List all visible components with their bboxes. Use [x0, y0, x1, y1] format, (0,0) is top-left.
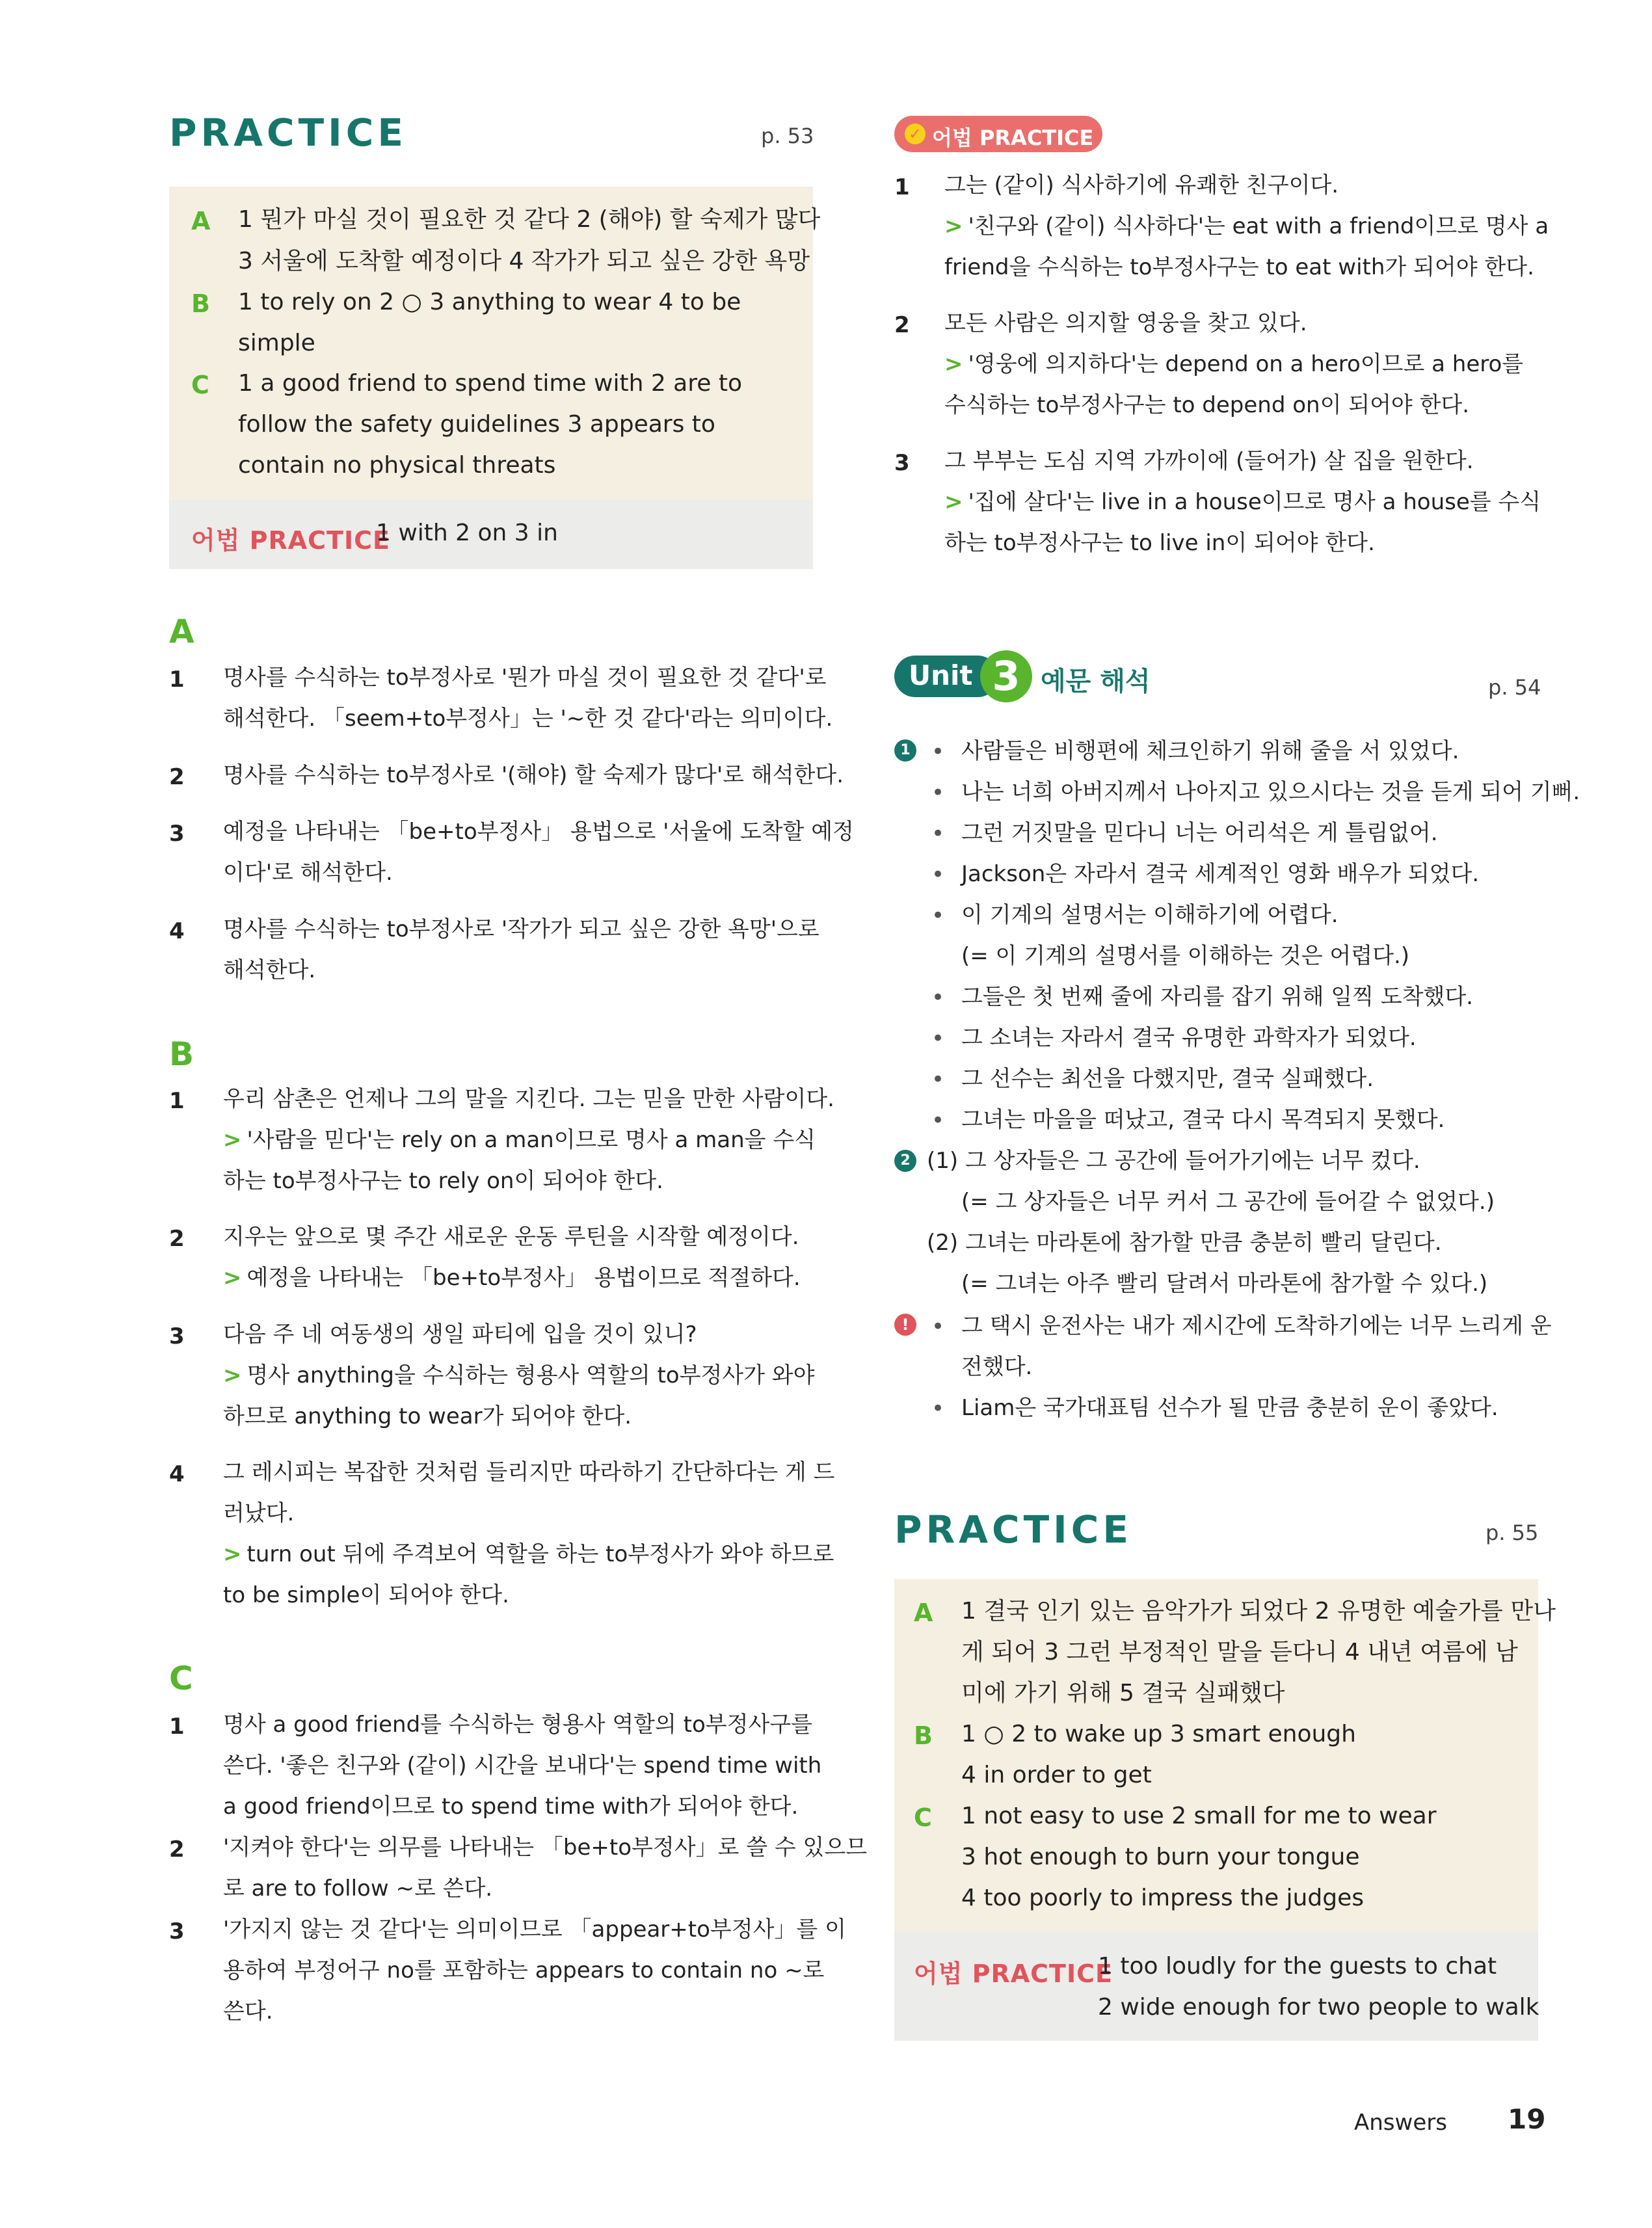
- answer-letter-a: A: [914, 1598, 933, 1627]
- item-number: 1: [169, 1714, 185, 1740]
- item-text: 로 are to follow ~로 쓴다.: [223, 1876, 493, 1902]
- bullet: •: [931, 985, 945, 1011]
- item-number: 3: [169, 821, 185, 847]
- item-explanation: > '사람을 믿다'는 rely on a man이므로 명사 a man을 수식: [223, 1127, 816, 1153]
- item-explanation: > '친구와 (같이) 식사하다'는 eat with a friend이므로 명사 a: [944, 213, 1549, 239]
- answer-letter-c: C: [914, 1803, 932, 1832]
- item-text: 러났다.: [223, 1500, 295, 1526]
- example-line: 그런 거짓말을 믿다니 너는 어리석은 게 틀림없어.: [961, 820, 1438, 846]
- item-text: 우리 삼촌은 언제나 그의 말을 지킨다. 그는 믿을 만한 사람이다.: [223, 1086, 834, 1112]
- page-ref-55: p. 55: [1485, 1520, 1539, 1545]
- example-line: 나는 너희 아버지께서 나아지고 있으시다는 것을 듣게 되어 기뻐.: [961, 779, 1580, 805]
- bullet: •: [931, 821, 945, 847]
- bullet: •: [931, 862, 945, 888]
- item-text: 하므로 anything to wear가 되어야 한다.: [223, 1403, 632, 1429]
- item-explanation: > 명사 anything을 수식하는 형용사 역할의 to부정사가 와야: [223, 1362, 815, 1388]
- example-line: 전했다.: [961, 1354, 1033, 1380]
- example-line: 그 택시 운전사는 내가 제시간에 도착하기에는 너무 느리게 운: [961, 1313, 1552, 1339]
- example-line: 그 소녀는 자라서 결국 유명한 과학자가 되었다.: [961, 1025, 1417, 1051]
- item-text: 명사를 수식하는 to부정사로 '작가가 되고 싶은 강한 욕망'으로: [223, 916, 819, 942]
- answer-line: 3 hot enough to burn your tongue: [961, 1844, 1360, 1870]
- group-2-badge: 2: [894, 1150, 916, 1172]
- unit-title: 예문 해석: [1041, 667, 1151, 696]
- example-line: 사람들은 비행편에 체크인하기 위해 줄을 서 있었다.: [961, 738, 1459, 764]
- page-number: 19: [1508, 2103, 1546, 2135]
- answer-line: contain no physical threats: [238, 452, 556, 479]
- item-number: 3: [169, 1323, 185, 1349]
- item-text: 하는 to부정사구는 to live in이 되어야 한다.: [944, 530, 1375, 556]
- item-text: 명사를 수식하는 to부정사로 '(해야) 할 숙제가 많다'로 해석한다.: [223, 762, 844, 788]
- practice-title-left: PRACTICE: [169, 111, 407, 155]
- item-number: 2: [169, 764, 185, 790]
- arrow-icon: >: [223, 1127, 242, 1153]
- bullet: •: [931, 780, 945, 806]
- item-number: 2: [169, 1837, 185, 1863]
- bullet: •: [931, 903, 945, 929]
- example-line: Jackson은 자라서 결국 세계적인 영화 배우가 되었다.: [961, 861, 1480, 887]
- item-number: 4: [169, 918, 185, 944]
- item-text: 모든 사람은 의지할 영웅을 찾고 있다.: [944, 310, 1307, 336]
- item-number: 2: [169, 1226, 185, 1252]
- item-text: 그 레시피는 복잡한 것처럼 들리지만 따라하기 간단하다는 게 드: [223, 1459, 835, 1485]
- item-text: 해석한다.: [223, 957, 316, 983]
- item-text: '가지지 않는 것 같다'는 의미이므로 「appear+to부정사」를 이: [223, 1916, 846, 1943]
- answer-line: 4 too poorly to impress the judges: [961, 1885, 1364, 1911]
- grammar-practice-label: 어법 PRACTICE: [914, 1959, 1113, 1988]
- item-text: 예정을 나타내는 「be+to부정사」 용법으로 '서울에 도착할 예정: [223, 819, 854, 845]
- example-line: (= 이 기계의 설명서를 이해하는 것은 어렵다.): [961, 943, 1410, 969]
- unit-pill: Unit: [894, 656, 998, 697]
- answer-line: 1 a good friend to spend time with 2 are to: [238, 370, 742, 397]
- item-text: 그는 (같이) 식사하기에 유쾌한 친구이다.: [944, 172, 1339, 198]
- badge-label: 어법 PRACTICE: [932, 126, 1094, 150]
- example-line: (= 그녀는 아주 빨리 달려서 마라톤에 참가할 수 있다.): [961, 1271, 1488, 1297]
- example-line: (= 그 상자들은 너무 커서 그 공간에 들어갈 수 없었다.): [961, 1189, 1495, 1215]
- item-number: 2: [894, 312, 910, 338]
- item-text: to be simple이 되어야 한다.: [223, 1582, 509, 1608]
- answer-line: 3 서울에 도착할 예정이다 4 작가가 되고 싶은 강한 욕망: [238, 248, 810, 274]
- grammar-answers: 1 with 2 on 3 in: [376, 520, 558, 546]
- answer-line: 1 뭔가 마실 것이 필요한 것 같다 2 (해야) 할 숙제가 많다: [238, 206, 821, 233]
- item-number: 1: [169, 667, 185, 693]
- section-letter-c: C: [169, 1660, 193, 1697]
- answer-line: 1 ○ 2 to wake up 3 smart enough: [961, 1721, 1356, 1747]
- grammar-answer-line: 2 wide enough for two people to walk: [1098, 1994, 1539, 2021]
- practice-title-right: PRACTICE: [894, 1507, 1132, 1552]
- unit-number: 3: [980, 650, 1032, 702]
- example-line: 그녀는 마을을 떠났고, 결국 다시 목격되지 못했다.: [961, 1107, 1445, 1133]
- item-explanation: > 예정을 나타내는 「be+to부정사」 용법이므로 적절하다.: [223, 1265, 801, 1291]
- arrow-icon: >: [223, 1541, 242, 1567]
- bullet: •: [931, 1396, 945, 1422]
- arrow-icon: >: [944, 489, 963, 515]
- section-letter-a: A: [169, 613, 194, 650]
- footer-label: Answers: [1354, 2110, 1447, 2136]
- item-number: 3: [894, 450, 910, 476]
- item-text: 쓴다.: [223, 1998, 273, 2024]
- answer-line: follow the safety guidelines 3 appears to: [238, 411, 715, 438]
- answer-line: simple: [238, 330, 315, 356]
- answer-letter-c: C: [191, 371, 209, 399]
- item-text: 다음 주 네 여동생의 생일 파티에 입을 것이 있니?: [223, 1321, 697, 1347]
- grammar-practice-badge: [894, 116, 1102, 152]
- answer-line: 1 결국 인기 있는 음악가가 되었다 2 유명한 예술가를 만나: [961, 1598, 1556, 1625]
- warning-icon: !: [894, 1314, 916, 1336]
- answer-line: 4 in order to get: [961, 1762, 1152, 1788]
- example-line: 그 선수는 최선을 다했지만, 결국 실패했다.: [961, 1066, 1374, 1092]
- item-text: a good friend이므로 to spend time with가 되어야 한다.: [223, 1794, 799, 1820]
- example-line: Liam은 국가대표팀 선수가 될 만큼 충분히 운이 좋았다.: [961, 1395, 1499, 1421]
- item-text: 수식하는 to부정사구는 to depend on이 되어야 한다.: [944, 392, 1470, 418]
- item-number: 3: [169, 1918, 185, 1944]
- check-icon: ✓: [905, 124, 926, 144]
- answer-line: 게 되어 3 그런 부정적인 말을 듣다니 4 내년 여름에 남: [961, 1639, 1518, 1665]
- answer-letter-b: B: [191, 289, 210, 318]
- item-text: 그 부부는 도심 지역 가까이에 (들어가) 살 집을 원한다.: [944, 448, 1474, 474]
- item-text: 이다'로 해석한다.: [223, 860, 393, 886]
- page-ref-53: p. 53: [761, 124, 814, 148]
- item-text: 하는 to부정사구는 to rely on이 되어야 한다.: [223, 1168, 663, 1194]
- page-ref-54: p. 54: [1488, 675, 1541, 700]
- answer-letter-b: B: [914, 1721, 933, 1750]
- arrow-icon: >: [223, 1362, 242, 1388]
- item-text: 용하여 부정어구 no를 포함하는 appears to contain no ~로: [223, 1957, 825, 1983]
- item-explanation: > turn out 뒤에 주격보어 역할을 하는 to부정사가 와야 하므로: [223, 1541, 834, 1567]
- arrow-icon: >: [944, 351, 963, 377]
- bullet: •: [931, 1314, 945, 1340]
- answer-letter-a: A: [191, 207, 211, 235]
- bullet: •: [931, 1026, 945, 1052]
- example-line: (2) 그녀는 마라톤에 참가할 만큼 충분히 빨리 달린다.: [927, 1230, 1442, 1256]
- unit-badge: [894, 650, 1044, 702]
- item-explanation: > '집에 살다'는 live in a house이므로 명사 a house를 수식: [944, 489, 1541, 515]
- item-text: 쓴다. '좋은 친구와 (같이) 시간을 보내다'는 spend time with: [223, 1753, 822, 1779]
- item-text: 해석한다. 「seem+to부정사」는 '~한 것 같다'라는 의미이다.: [223, 706, 833, 732]
- bullet: •: [931, 739, 945, 765]
- group-1-badge: 1: [894, 739, 916, 762]
- item-number: 4: [169, 1461, 185, 1487]
- item-text: friend을 수식하는 to부정사구는 to eat with가 되어야 한다.: [944, 254, 1534, 280]
- item-text: '지켜야 한다'는 의무를 나타내는 「be+to부정사」로 쓸 수 있으므: [223, 1835, 868, 1861]
- section-letter-b: B: [169, 1035, 194, 1073]
- item-explanation: > '영웅에 의지하다'는 depend on a hero이므로 a hero를: [944, 351, 1524, 377]
- item-text: 명사 a good friend를 수식하는 형용사 역할의 to부정사구를: [223, 1712, 813, 1738]
- grammar-practice-label: 어법 PRACTICE: [191, 526, 390, 555]
- answer-line: 미에 가기 위해 5 결국 실패했다: [961, 1680, 1285, 1706]
- example-line: (1) 그 상자들은 그 공간에 들어가기에는 너무 컸다.: [927, 1148, 1420, 1174]
- item-text: 지우는 앞으로 몇 주간 새로운 운동 루틴을 시작할 예정이다.: [223, 1224, 799, 1250]
- answer-line: 1 not easy to use 2 small for me to wear: [961, 1803, 1437, 1829]
- item-number: 1: [169, 1088, 185, 1114]
- item-text: 명사를 수식하는 to부정사로 '뭔가 마실 것이 필요한 것 같다'로: [223, 665, 827, 691]
- bullet: •: [931, 1107, 945, 1134]
- example-line: 그들은 첫 번째 줄에 자리를 잡기 위해 일찍 도착했다.: [961, 984, 1473, 1010]
- arrow-icon: >: [944, 213, 963, 239]
- bullet: •: [931, 1067, 945, 1093]
- arrow-icon: >: [223, 1265, 242, 1291]
- item-number: 1: [894, 174, 910, 200]
- answer-line: 1 to rely on 2 ○ 3 anything to wear 4 to be: [238, 289, 741, 315]
- grammar-answer-line: 1 too loudly for the guests to chat: [1098, 1953, 1497, 1980]
- example-line: 이 기계의 설명서는 이해하기에 어렵다.: [961, 902, 1339, 928]
